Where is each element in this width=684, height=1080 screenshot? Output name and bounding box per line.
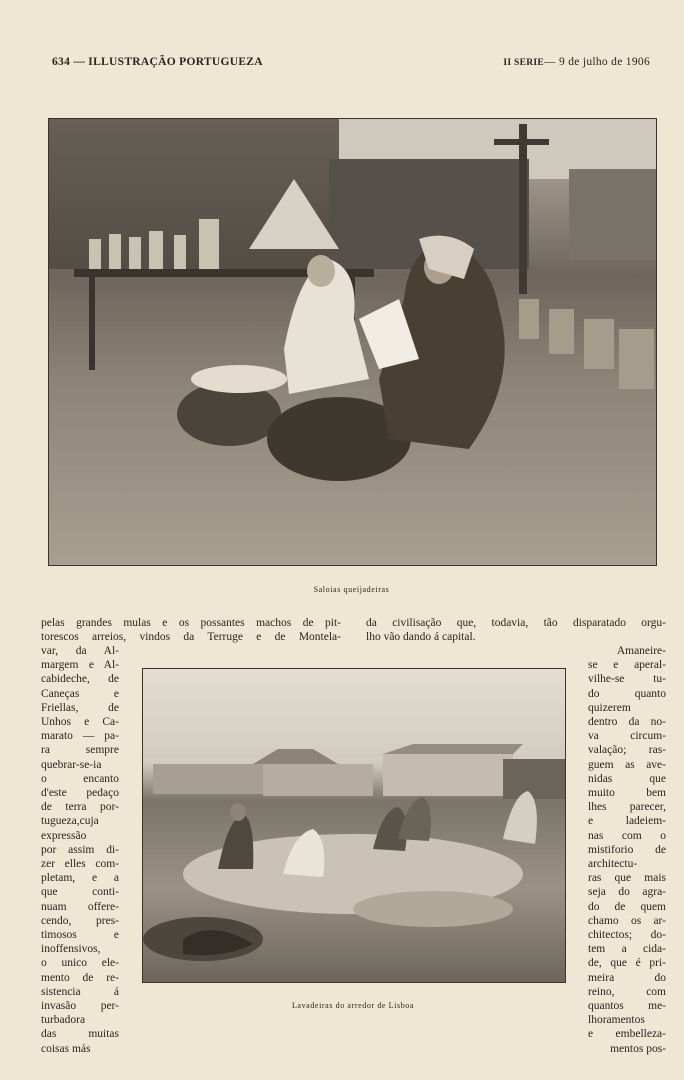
text-line: d'este pedaço (41, 787, 119, 800)
text-line: marato — pa- (41, 730, 119, 743)
text-line: chamo os ar- (588, 914, 666, 927)
text-line: var, da Al- (41, 645, 119, 657)
text-line: vilhe-se tu- (588, 673, 666, 686)
text-line: mentos pos- (610, 1042, 666, 1055)
text-line: inoffensivos, (41, 943, 101, 956)
text-line: Friellas, de (41, 701, 119, 714)
header-issue (503, 56, 650, 68)
header-title: 634 — ILLUSTRAÇÃO PORTUGUEZA (52, 56, 263, 68)
intro-left (41, 616, 341, 644)
text-line: expressão (41, 829, 87, 842)
text-line: cabideche, de (41, 673, 119, 686)
text-line: seja do agra- (588, 886, 666, 899)
text-line: de, que é pri- (588, 957, 666, 970)
text-line: quizerem (588, 701, 631, 714)
header-series: II SERIE (503, 58, 545, 68)
text-line: o unico ele- (41, 957, 119, 970)
photo-saloias-queijadeiras (48, 118, 657, 566)
text-line: nas com o (588, 829, 666, 842)
text-line: das muitas (41, 1028, 119, 1041)
right-column-text (588, 644, 666, 1056)
photo-lavadeiras (142, 668, 566, 983)
text-line: margem e Al- (41, 659, 119, 672)
intro-left-line: pelas grandes mulas e os possantes machos de pit- (41, 617, 341, 629)
text-line: mento de re- (41, 971, 119, 984)
text-line: reino, com (588, 985, 666, 998)
text-line: nidas que (588, 772, 666, 785)
text-line: guem as ave- (588, 758, 666, 771)
text-line: turbadora (41, 1014, 86, 1027)
text-line: nuam offere- (41, 900, 119, 913)
text-line: valação; ras- (588, 744, 666, 757)
text-line: e embelleza- (588, 1028, 666, 1041)
text-line: zer elles com- (41, 858, 119, 871)
text-line: muito bem (588, 787, 666, 800)
text-line: mistiforio de (588, 843, 666, 856)
text-line: va circum- (588, 730, 666, 743)
text-line: invasão per- (41, 1000, 119, 1013)
text-line: cendo, pres- (41, 914, 119, 927)
text-line: ra sempre (41, 744, 119, 757)
text-line: timosos e (41, 929, 119, 942)
text-line: ras que mais (588, 872, 666, 885)
intro-right-line: da civilisação que, todavia, tão disparatado orgu- (366, 617, 666, 629)
text-line: chitectos; do- (588, 929, 666, 942)
text-line: Caneças e (41, 687, 119, 700)
left-column-text (41, 644, 119, 1056)
text-line: sistencia á (41, 985, 119, 998)
text-line: que conti- (41, 886, 119, 899)
text-line: meira do (588, 971, 666, 984)
text-line: o encanto (41, 772, 119, 785)
text-line: e ladeiem- (588, 815, 666, 828)
caption-bottom: Lavadeiras do arredor de Lisboa (291, 1001, 415, 1010)
text-line: pletam, e a (41, 872, 119, 885)
text-line: lhes parecer, (588, 801, 666, 814)
text-line: Unhos e Ca- (41, 716, 119, 729)
text-line: architectu- (588, 858, 638, 871)
text-line: tem a cida- (588, 943, 666, 956)
intro-left-line: torescos arreios, vindos da Terruge e de Montela- (41, 631, 341, 644)
text-line: lhoramentos (588, 1014, 645, 1027)
text-line: quantos me- (588, 1000, 666, 1013)
intro-right (366, 616, 666, 644)
text-line: tugueza,cuja (41, 815, 99, 828)
text-line: Amaneire- (616, 645, 666, 657)
text-line: do de quem (588, 900, 666, 913)
text-line: do quanto (588, 687, 666, 700)
caption-top: Saloias queijadeiras (313, 585, 390, 594)
text-line: quebrar-se-ia (41, 758, 102, 771)
text-line: coisas más (41, 1042, 91, 1055)
intro-right-line: lho vão dando á capital. (366, 631, 476, 644)
text-line: de terra por- (41, 801, 119, 814)
text-line: se e aperal- (588, 659, 666, 672)
text-line: dentro da no- (588, 716, 666, 729)
text-line: por assim di- (41, 843, 119, 856)
header-date: — 9 de julho de 1906 (544, 56, 650, 68)
